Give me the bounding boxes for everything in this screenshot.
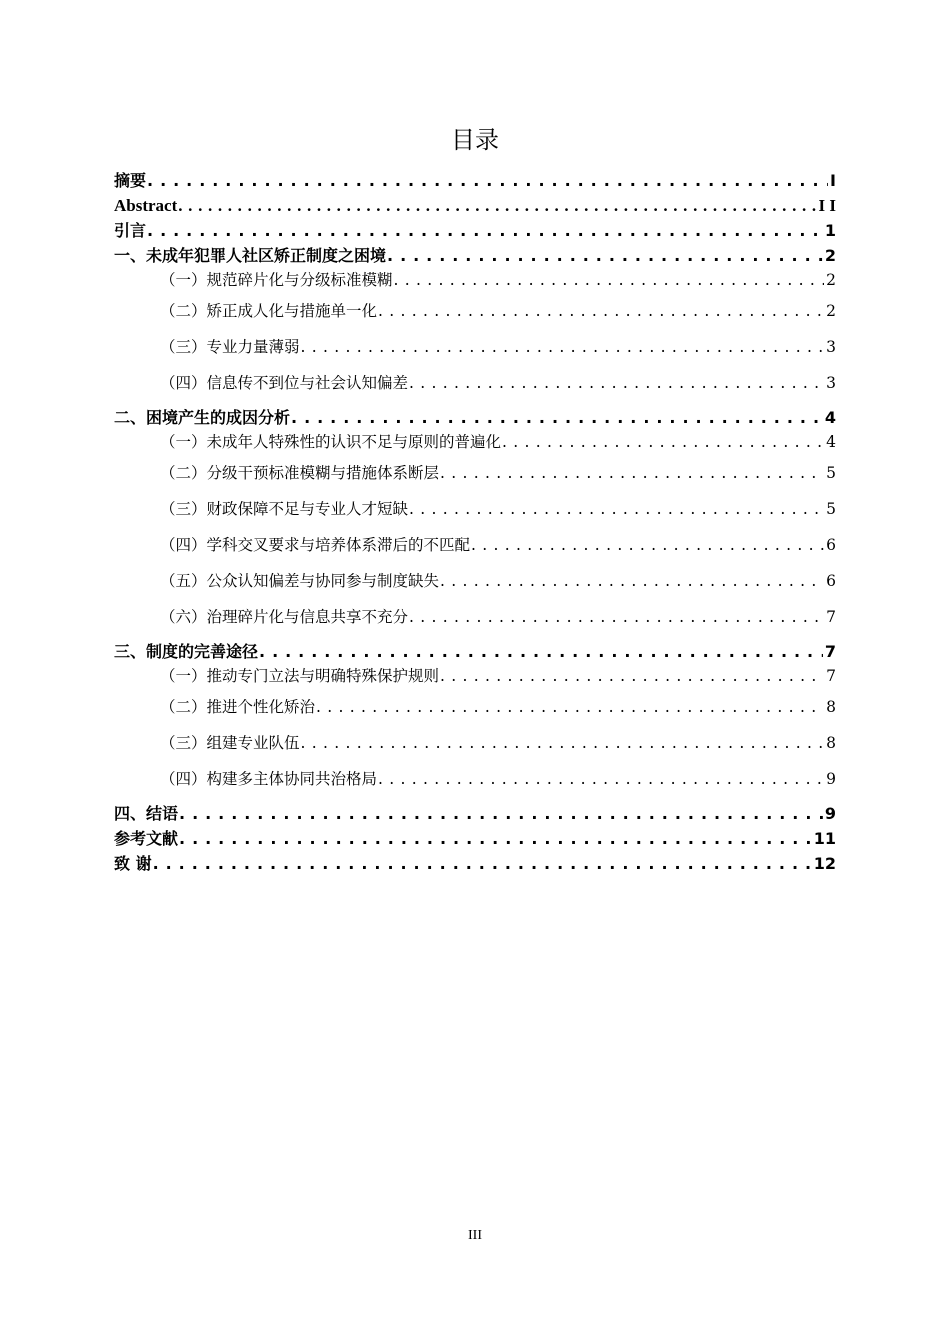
- toc-dot-leader: [470, 527, 824, 563]
- toc-entry-chapter[interactable]: [114, 243, 836, 268]
- toc-dot-leader: [377, 293, 824, 329]
- toc-entry-label: 四、结语: [114, 804, 179, 823]
- toc-dot-leader: [408, 599, 824, 635]
- toc-entry-label: Abstract: [114, 196, 178, 215]
- toc-entry-chapter[interactable]: [114, 193, 836, 218]
- toc-dot-leader: [315, 689, 824, 725]
- toc-entry-label: （二）推进个性化矫治: [160, 698, 316, 716]
- toc-dot-leader: [300, 725, 825, 761]
- toc-dot-leader: [393, 268, 825, 293]
- toc-entry-section[interactable]: [114, 455, 836, 491]
- toc-entry-label: （二）矫正成人化与措施单一化: [160, 302, 378, 320]
- toc-entry-label: （四）信息传不到位与社会认知偏差: [160, 374, 409, 392]
- toc-entry-page-number: 7: [826, 608, 836, 626]
- toc-entry-page-number: 5: [826, 464, 836, 482]
- toc-entry-page-number: 8: [826, 734, 836, 752]
- toc-dot-leader: [146, 218, 823, 243]
- toc-entry-section[interactable]: [114, 563, 836, 599]
- toc-entry-section[interactable]: [114, 527, 836, 563]
- toc-dot-leader: [258, 639, 823, 664]
- toc-entry-label: （二）分级干预标准模糊与措施体系断层: [160, 464, 440, 482]
- toc-entry-chapter[interactable]: [114, 826, 836, 851]
- toc-entry-label: 一、未成年犯罪人社区矫正制度之困境: [114, 246, 387, 265]
- toc-dot-leader: [408, 365, 824, 401]
- toc-entry-label: （四）构建多主体协同共治格局: [160, 770, 378, 788]
- toc-entry-label: 致 谢: [114, 854, 152, 873]
- toc-entry-page-number: 2: [826, 302, 836, 320]
- toc-entry-page-number: 4: [824, 408, 836, 427]
- footer-page-number: III: [468, 1228, 482, 1243]
- toc-entry-chapter[interactable]: [114, 851, 836, 876]
- toc-dot-leader: [377, 761, 824, 797]
- toc-entry-section[interactable]: [114, 365, 836, 405]
- toc-entry-page-number: 7: [824, 642, 836, 661]
- toc-entry-label: 引言: [114, 221, 147, 240]
- toc-entry-section[interactable]: [114, 329, 836, 365]
- toc-entry-page-number: 3: [826, 338, 836, 356]
- toc-entry-chapter[interactable]: [114, 639, 836, 664]
- toc-entry-page-number: 12: [813, 854, 836, 873]
- toc-entry-page-number: 2: [826, 271, 836, 289]
- toc-entry-section[interactable]: [114, 664, 836, 689]
- toc-entry-label: （三）财政保障不足与专业人才短缺: [160, 500, 409, 518]
- toc-dot-leader: [178, 801, 823, 826]
- toc-entry-page-number: I: [830, 171, 836, 190]
- table-of-contents: [114, 168, 836, 876]
- toc-dot-leader: [439, 455, 824, 491]
- toc-entry-page-number: 8: [826, 698, 836, 716]
- toc-entry-chapter[interactable]: [114, 218, 836, 243]
- toc-dot-leader: [152, 851, 812, 876]
- toc-entry-page-number: 5: [826, 500, 836, 518]
- toc-entry-section[interactable]: [114, 689, 836, 725]
- toc-entry-label: 三、制度的完善途径: [114, 642, 259, 661]
- toc-dot-leader: [146, 168, 828, 193]
- toc-entry-section[interactable]: [114, 268, 836, 293]
- toc-entry-page-number: 3: [826, 374, 836, 392]
- toc-entry-section[interactable]: [114, 293, 836, 329]
- toc-entry-page-number: I I: [818, 196, 836, 215]
- toc-dot-leader: [408, 491, 824, 527]
- toc-entry-label: （三）组建专业队伍: [160, 734, 300, 752]
- toc-dot-leader: [290, 405, 823, 430]
- toc-entry-label: 摘要: [114, 171, 147, 190]
- toc-dot-leader: [178, 826, 812, 851]
- toc-dot-leader: [439, 664, 824, 689]
- page-title: 目录: [451, 126, 499, 154]
- toc-entry-section[interactable]: [114, 599, 836, 639]
- toc-entry-page-number: 4: [826, 433, 836, 451]
- toc-entry-section[interactable]: [114, 430, 836, 455]
- toc-entry-label: （四）学科交叉要求与培养体系滞后的不匹配: [160, 536, 471, 554]
- toc-entry-label: （一）规范碎片化与分级标准模糊: [160, 271, 393, 289]
- toc-entry-page-number: 11: [813, 829, 836, 848]
- toc-dot-leader: [501, 430, 824, 455]
- toc-entry-section[interactable]: [114, 491, 836, 527]
- toc-entry-chapter[interactable]: [114, 405, 836, 430]
- toc-entry-page-number: 9: [824, 804, 836, 823]
- toc-entry-page-number: 6: [826, 572, 836, 590]
- toc-entry-page-number: 7: [826, 667, 836, 685]
- toc-entry-label: （一）未成年人特殊性的认识不足与原则的普遍化: [160, 433, 502, 451]
- toc-entry-label: （一）推动专门立法与明确特殊保护规则: [160, 667, 440, 685]
- toc-entry-chapter[interactable]: [114, 168, 836, 193]
- toc-entry-chapter[interactable]: [114, 801, 836, 826]
- toc-entry-label: （五）公众认知偏差与协同参与制度缺失: [160, 572, 440, 590]
- toc-entry-label: （三）专业力量薄弱: [160, 338, 300, 356]
- toc-entry-label: （六）治理碎片化与信息共享不充分: [160, 608, 409, 626]
- toc-entry-section[interactable]: [114, 725, 836, 761]
- toc-entry-page-number: 9: [826, 770, 836, 788]
- toc-dot-leader: [177, 193, 816, 218]
- toc-dot-leader: [386, 243, 823, 268]
- toc-entry-page-number: 6: [826, 536, 836, 554]
- toc-entry-label: 二、困境产生的成因分析: [114, 408, 291, 427]
- toc-entry-section[interactable]: [114, 761, 836, 801]
- toc-entry-page-number: 2: [824, 246, 836, 265]
- toc-entry-page-number: 1: [824, 221, 836, 240]
- toc-dot-leader: [439, 563, 824, 599]
- toc-entry-label: 参考文献: [114, 829, 179, 848]
- toc-dot-leader: [300, 329, 825, 365]
